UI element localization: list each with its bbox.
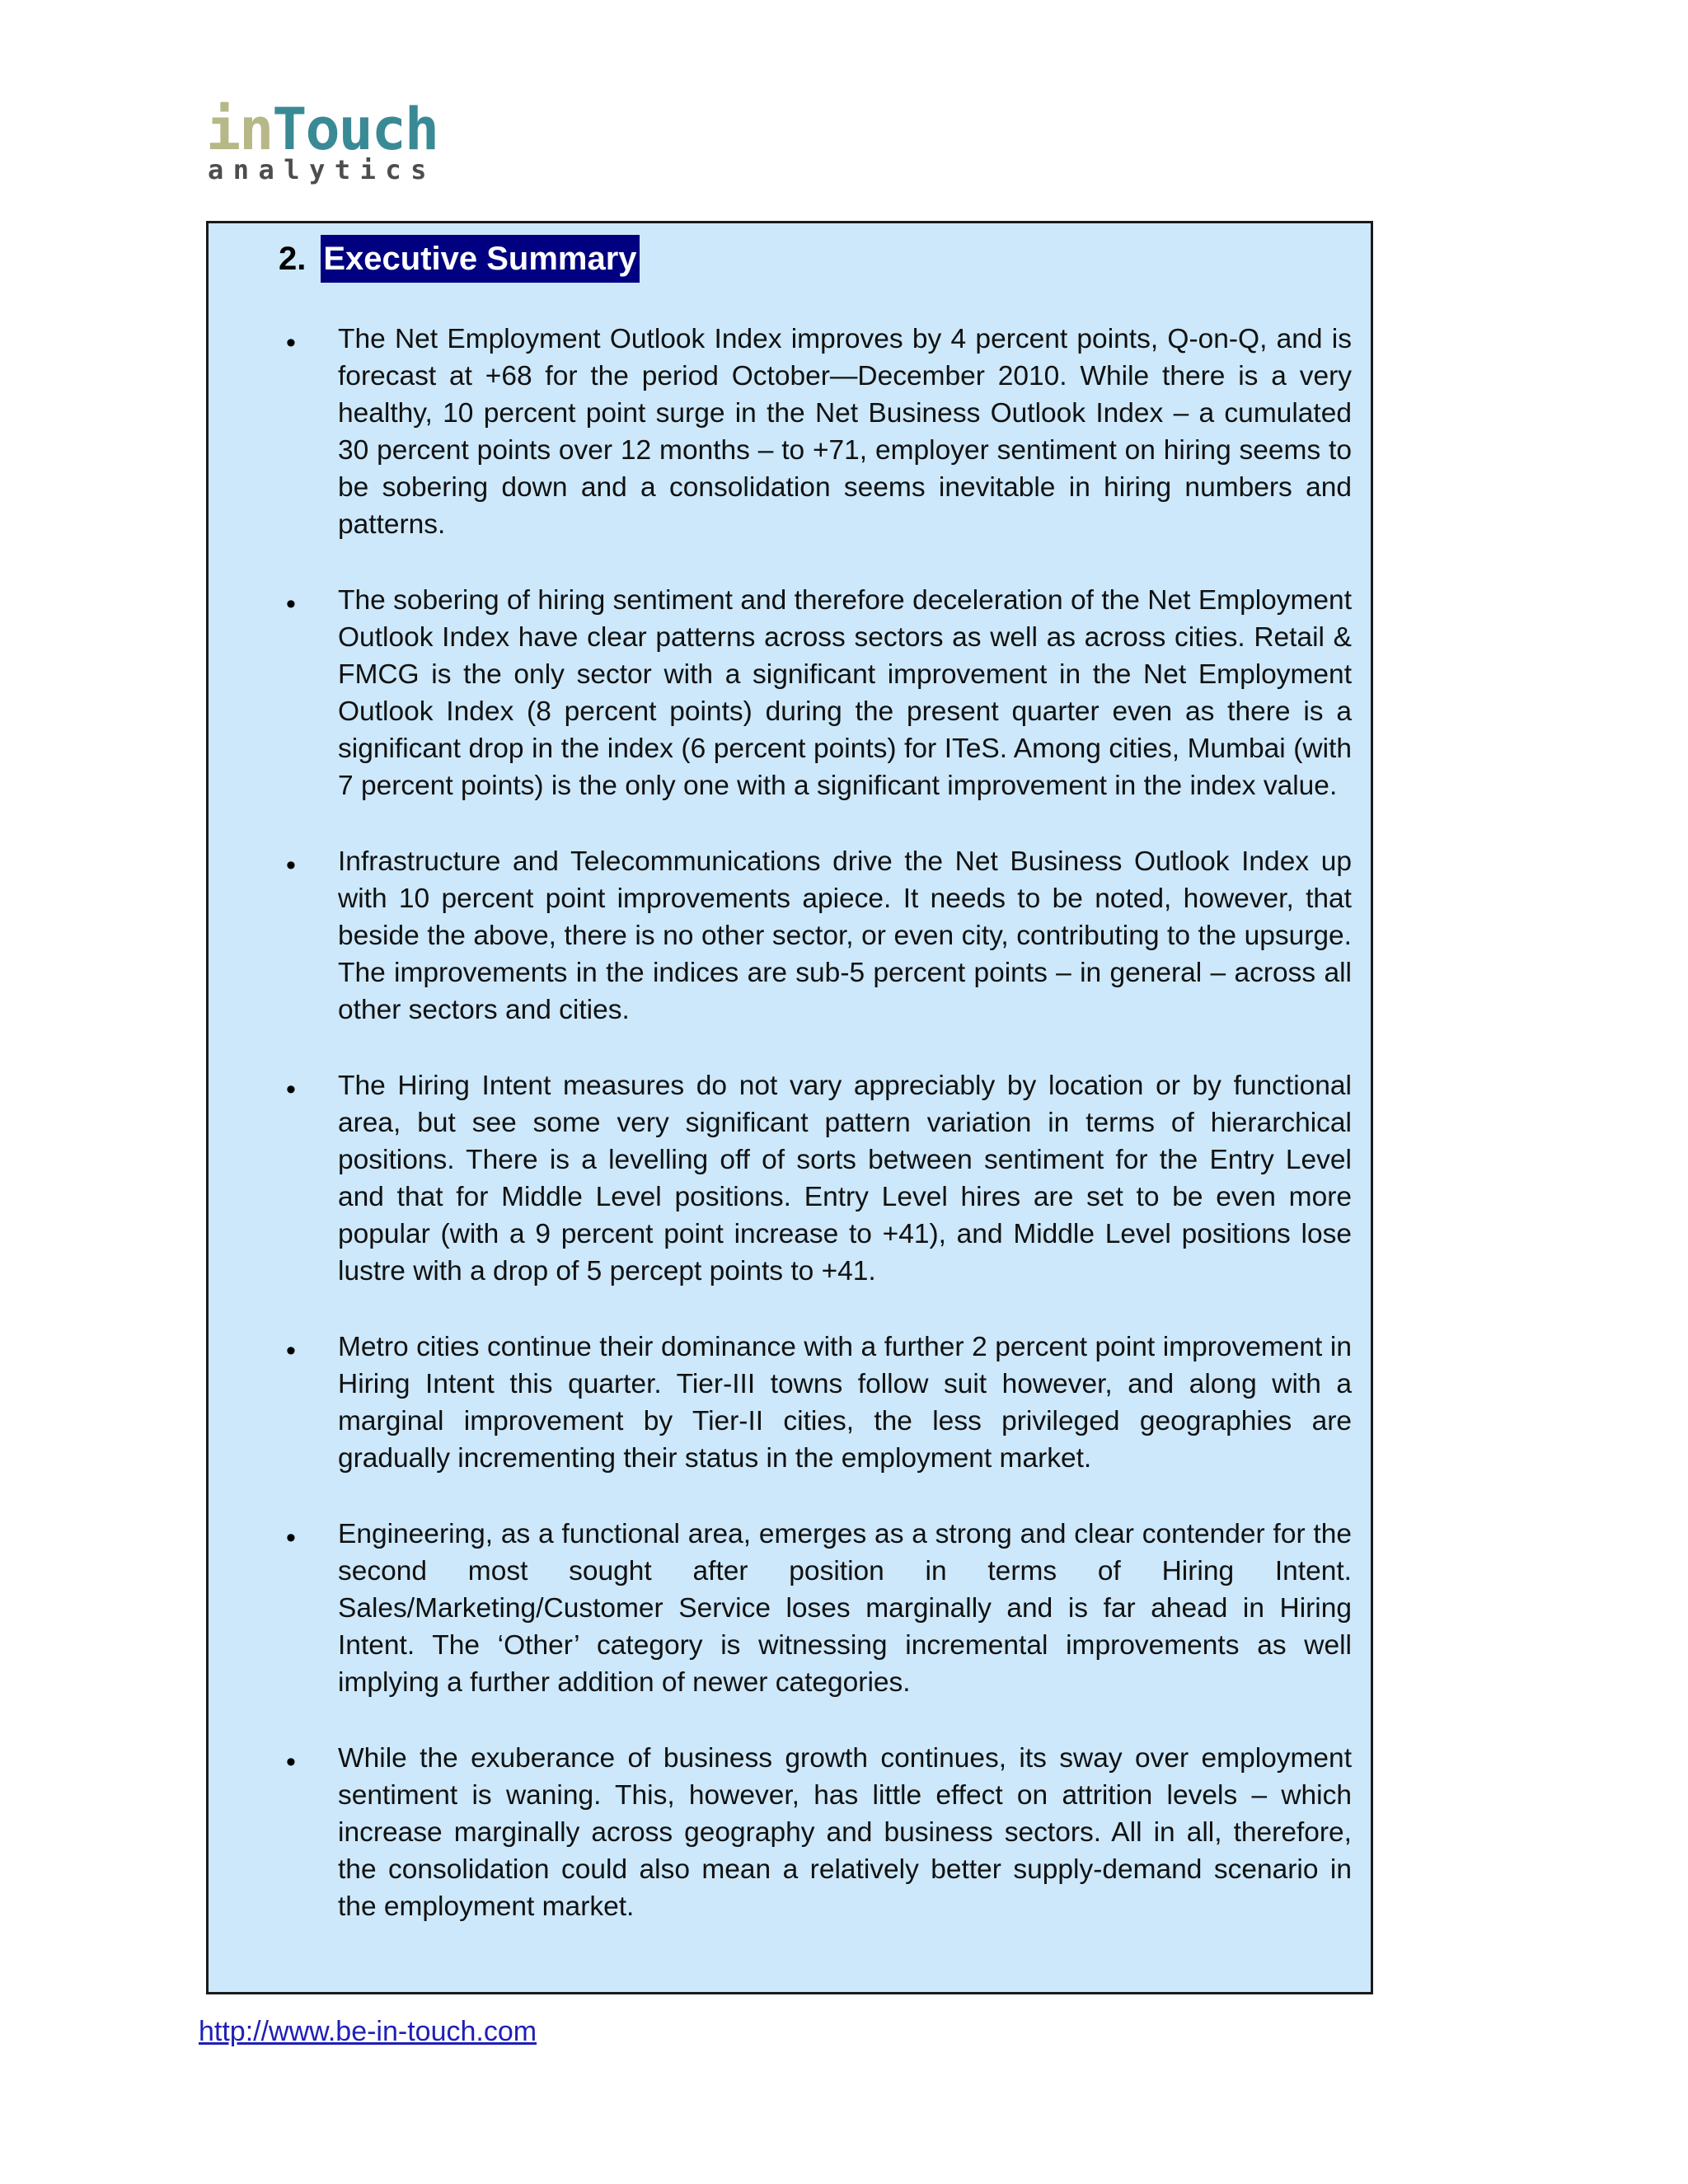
bullet-icon: •	[286, 1522, 296, 1554]
bullet-item	[209, 1516, 1371, 1701]
bullet-icon: •	[286, 327, 296, 359]
bullet-icon: •	[286, 850, 296, 881]
bullet-text: The Net Employment Outlook Index improves by 4 percent points, Q-on-Q, and is forecast at +68 for the period October—December 2010. While there is a very healthy, 10 percent point surge in the Net Business Outlook Index – a cumulated 30 percent points over 12 months – to +71, employer sentiment on hiring seems to be sobering down and a consolidation seems inevitable in hiring numbers and patterns.	[338, 324, 1352, 540]
bullet-icon: •	[286, 588, 296, 620]
website-link[interactable]: http://www.be-in-touch.com	[199, 2016, 537, 2047]
section-number: 2.	[279, 241, 307, 277]
bullet-icon: •	[286, 1746, 296, 1778]
logo-text-in: in	[206, 96, 273, 163]
summary-bullet-list	[209, 321, 1371, 1964]
bullet-item	[209, 1067, 1371, 1290]
bullet-icon: •	[286, 1074, 296, 1105]
bullet-item	[209, 1329, 1371, 1477]
bullet-item	[209, 1740, 1371, 1925]
section-heading	[279, 235, 640, 283]
bullet-icon: •	[286, 1335, 296, 1366]
bullet-text: Metro cities continue their dominance with a further 2 percent point improvement in Hiring Intent this quarter. Tier-III towns follow suit however, and along with a marginal improvement by Tier-II cities, the less privileged geographies are gradually incrementing their status in the employment market.	[338, 1332, 1352, 1474]
bullet-item	[209, 843, 1371, 1029]
intouch-analytics-logo	[206, 96, 478, 187]
bullet-text: Infrastructure and Telecommunications drive the Net Business Outlook Index up with 10 percent point improvements apiece. It needs to be noted, however, that beside the above, there is no other sector, or even city, contributing to the upsurge. The improvements in the indices are sub-5 percent points – in general – across all other sectors and cities.	[338, 846, 1352, 1025]
logo-text-analytics: analytics	[208, 154, 436, 185]
bullet-text: Engineering, as a functional area, emerges as a strong and clear contender for the second most sought after position in terms of Hiring Intent. Sales/Marketing/Customer Service loses marginally and is far ahead in Hiring Intent. The ‘Other’ category is witnessing incremental improvements as well implying a further addition of newer categories.	[338, 1519, 1352, 1698]
bullet-text: The sobering of hiring sentiment and therefore deceleration of the Net Employment Outlook Index have clear patterns across sectors as well as across cities. Retail & FMCG is the only sector with a significant improvement in the Net Employment Outlook Index (8 percent points) during the present quarter even as there is a significant drop in the index (6 percent points) for ITeS. Among cities, Mumbai (with 7 percent points) is the only one with a significant improvement in the index value.	[338, 585, 1352, 801]
executive-summary-box	[206, 221, 1373, 1994]
section-title: Executive Summary	[321, 235, 639, 283]
bullet-item	[209, 321, 1371, 543]
bullet-text: The Hiring Intent measures do not vary appreciably by location or by functional area, but see some very significant pattern variation in terms of hierarchical positions. There is a levelling off of sorts between sentiment for the Entry Level and that for Middle Level positions. Entry Level hires are set to be even more popular (with a 9 percent point increase to +41), and Middle Level positions lose lustre with a drop of 5 percept points to +41.	[338, 1071, 1352, 1286]
logo-text-touch: Touch	[272, 96, 438, 163]
logo-wordmark	[206, 96, 438, 163]
bullet-text: While the exuberance of business growth continues, its sway over employment sentiment is waning. This, however, has little effect on attrition levels – which increase marginally across geography and business sectors. All in all, therefore, the consolidation could also mean a relatively better supply-demand scenario in the employment market.	[338, 1743, 1352, 1922]
bullet-item	[209, 582, 1371, 804]
